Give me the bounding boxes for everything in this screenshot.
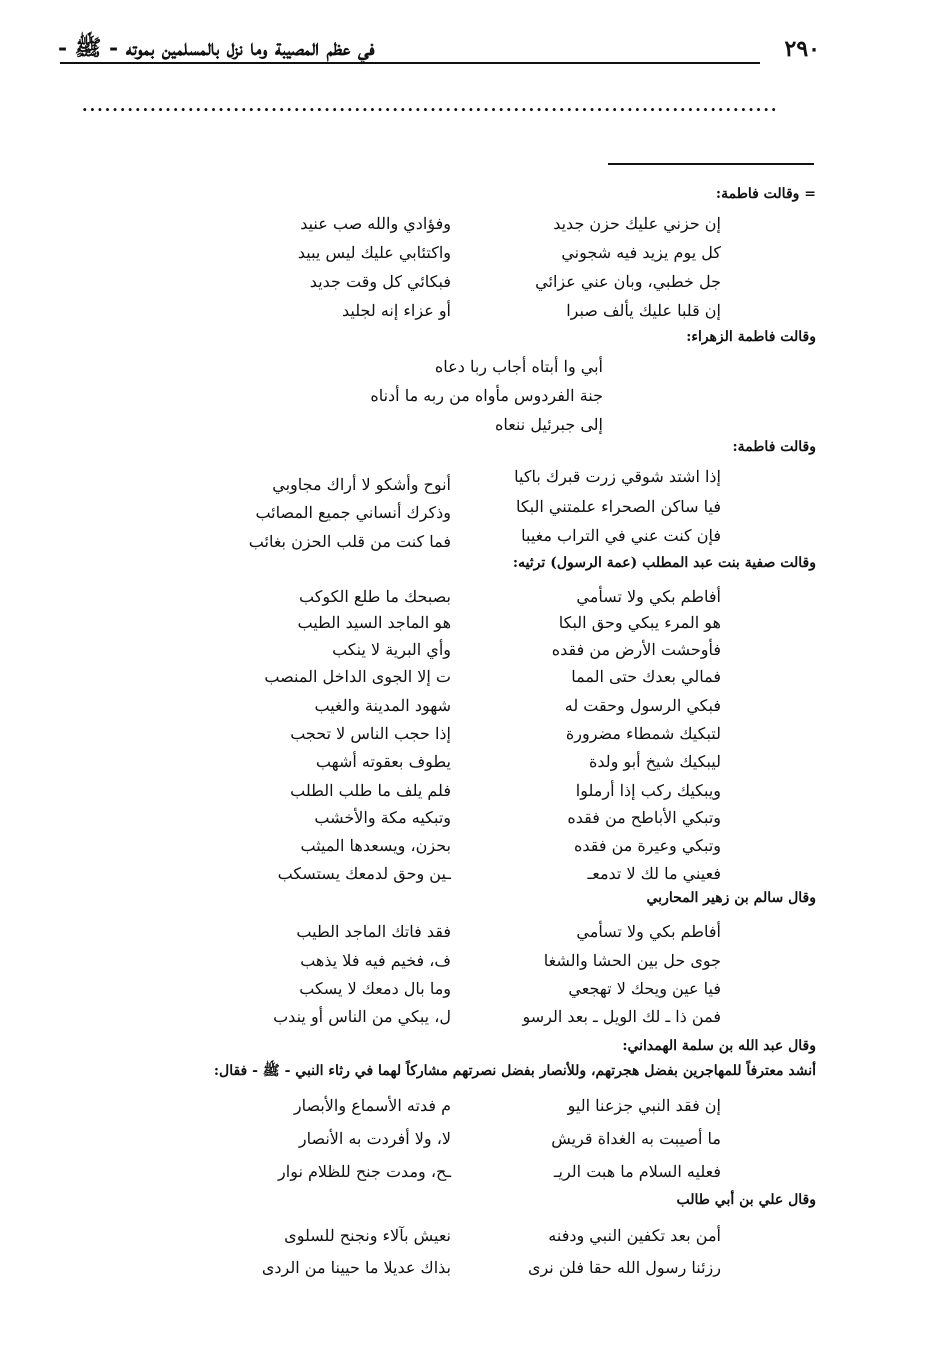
verse-first-hemistich: إن قلبا عليك يألف صبرا bbox=[566, 301, 721, 320]
dotted-separator: ............................................................................................ bbox=[82, 96, 779, 115]
poem-intro: وقالت فاطمة الزهراء: bbox=[686, 329, 816, 345]
verse-second-hemistich: وما بال دمعك لا يسكب bbox=[299, 979, 451, 998]
page-header bbox=[50, 30, 820, 70]
verse-second-hemistich: شهود المدينة والغيب bbox=[314, 696, 451, 715]
verse-second-hemistich: ت إلا الجوى الداخل المنصب bbox=[264, 667, 451, 686]
verse-second-hemistich: واكتئابي عليك ليس يبيد bbox=[297, 243, 451, 262]
verse-first-hemistich: ما أصيبت به الغداة قريش bbox=[551, 1129, 721, 1148]
poem-intro: وقال عبد الله بن سلمة الهمداني: bbox=[622, 1038, 816, 1054]
poem-intro: = وقالت فاطمة: bbox=[715, 186, 816, 202]
verse-first-hemistich: ويبكيك ركب إذا أرملوا bbox=[575, 781, 721, 800]
verse-second-hemistich: بصبحك ما طلع الكوكب bbox=[299, 587, 451, 606]
verse-line: جنة الفردوس مأواه من ربه ما أدناه bbox=[370, 386, 603, 405]
verse-second-hemistich: نعيش بآلاء ونجنح للسلوى bbox=[284, 1226, 451, 1245]
verse-first-hemistich: وتبكي الأباطح من فقده bbox=[567, 808, 721, 827]
verse-second-hemistich: وأي البرية لا ينكب bbox=[332, 640, 451, 659]
verse-first-hemistich: جل خطبي، وبان عني عزائي bbox=[535, 272, 721, 291]
verse-first-hemistich: فأوحشت الأرض من فقده bbox=[551, 640, 721, 659]
verse-first-hemistich: فيا عين ويحك لا تهجعي bbox=[568, 979, 721, 998]
verse-second-hemistich: ل، يبكي من الناس أو يندب bbox=[273, 1007, 451, 1026]
verse-first-hemistich: فعليه السلام ما هبت الريـ bbox=[553, 1162, 721, 1181]
poem-intro: وقال علي بن أبي طالب bbox=[676, 1192, 816, 1208]
verse-first-hemistich: رزئنا رسول الله حقا فلن نرى bbox=[527, 1258, 721, 1277]
verse-first-hemistich: فيا ساكن الصحراء علمتني البكا bbox=[515, 497, 721, 516]
verse-first-hemistich: جوى حل بين الحشا والشغا bbox=[543, 951, 721, 970]
poem-intro-note: أنشد معترفاً للمهاجرين بفضل هجرتهم، وللأنصار بفضل نصرتهم مشاركاً لهما في رثاء النبي - ﷺ - فقال: bbox=[213, 1063, 816, 1079]
verse-first-hemistich: أفاطم بكي ولا تسأمي bbox=[576, 587, 721, 606]
page-number: ٢٩٠ bbox=[784, 36, 820, 62]
verse-first-hemistich: أمن بعد تكفين النبي ودفنه bbox=[548, 1226, 721, 1245]
verse-first-hemistich: فعيني ما لك لا تدمعـ bbox=[587, 864, 721, 883]
verse-second-hemistich: فما كنت من قلب الحزن بغائب bbox=[248, 532, 451, 551]
verse-second-hemistich: فلم يلف ما طلب الطلب bbox=[290, 781, 451, 800]
verse-second-hemistich: ـين وحق لدمعك يستسكب bbox=[277, 864, 451, 883]
verse-first-hemistich: فمالي بعدك حتى المما bbox=[571, 667, 721, 686]
verse-second-hemistich: وفؤادي والله صب عنيد bbox=[300, 214, 451, 233]
verse-first-hemistich: ليبكيك شيخ أبو ولدة bbox=[588, 752, 721, 771]
verse-first-hemistich: وتبكي وعيرة من فقده bbox=[573, 836, 721, 855]
verse-first-hemistich: إذا اشتد شوقي زرت قبرك باكيا bbox=[514, 467, 721, 486]
verse-first-hemistich: هو المرء يبكي وحق البكا bbox=[558, 613, 721, 632]
poem-intro: وقالت فاطمة: bbox=[732, 439, 816, 455]
verse-second-hemistich: بحزن، ويسعدها الميثب bbox=[300, 836, 451, 855]
verse-line: إلى جبرئيل ننعاه bbox=[494, 415, 603, 434]
poem-intro: وقال سالم بن زهير المحاربي bbox=[646, 890, 816, 906]
verse-second-hemistich: وتبكيه مكة والأخشب bbox=[314, 808, 451, 827]
verse-first-hemistich: فمن ذا ـ لك الويل ـ بعد الرسو bbox=[522, 1007, 721, 1026]
verse-first-hemistich: إن فقد النبي جزعنا اليو bbox=[567, 1096, 721, 1115]
verse-second-hemistich: بذاك عديلا ما حيينا من الردى bbox=[261, 1258, 451, 1277]
verse-second-hemistich: يطوف بعقوته أشهب bbox=[315, 752, 451, 771]
verse-first-hemistich: فبكي الرسول وحقت له bbox=[564, 696, 721, 715]
verse-second-hemistich: فقد فاتك الماجد الطيب bbox=[296, 922, 451, 941]
verse-first-hemistich: كل يوم يزيد فيه شجوني bbox=[561, 243, 721, 262]
verse-second-hemistich: فبكائي كل وقت جديد bbox=[309, 272, 451, 291]
verse-first-hemistich: لتبكيك شمطاء مضرورة bbox=[565, 724, 721, 743]
header-rule bbox=[60, 62, 760, 64]
verse-first-hemistich: إن حزني عليك حزن جديد bbox=[553, 214, 721, 233]
poem-intro: وقالت صفية بنت عبد المطلب (عمة الرسول) ترثيه: bbox=[512, 555, 816, 571]
verse-second-hemistich: ف، فخيم فيه فلا يذهب bbox=[300, 951, 451, 970]
verse-second-hemistich: لا، ولا أفردت به الأنصار bbox=[298, 1129, 451, 1148]
verse-second-hemistich: أو عزاء إنه لجليد bbox=[342, 301, 451, 320]
running-title: في عظم المصيبة وما نزل بالمسلمين بموته - ﷺ - bbox=[58, 35, 375, 61]
footnote-rule bbox=[608, 163, 814, 165]
verse-line: أبي وا أبتاه أجاب ربا دعاه bbox=[434, 357, 603, 376]
verse-second-hemistich: ـح، ومدت جنح للظلام نوار bbox=[278, 1162, 451, 1181]
verse-second-hemistich: هو الماجد السيد الطيب bbox=[297, 613, 451, 632]
verse-first-hemistich: أفاطم بكي ولا تسأمي bbox=[576, 922, 721, 941]
verse-second-hemistich: م فدته الأسماع والأبصار bbox=[293, 1096, 451, 1115]
verse-second-hemistich: أنوح وأشكو لا أراك مجاوبي bbox=[272, 475, 451, 494]
verse-first-hemistich: فإن كنت عني في التراب مغيبا bbox=[521, 526, 721, 545]
verse-second-hemistich: وذكرك أنساني جميع المصائب bbox=[255, 503, 451, 522]
verse-second-hemistich: إذا حجب الناس لا تحجب bbox=[290, 724, 451, 743]
